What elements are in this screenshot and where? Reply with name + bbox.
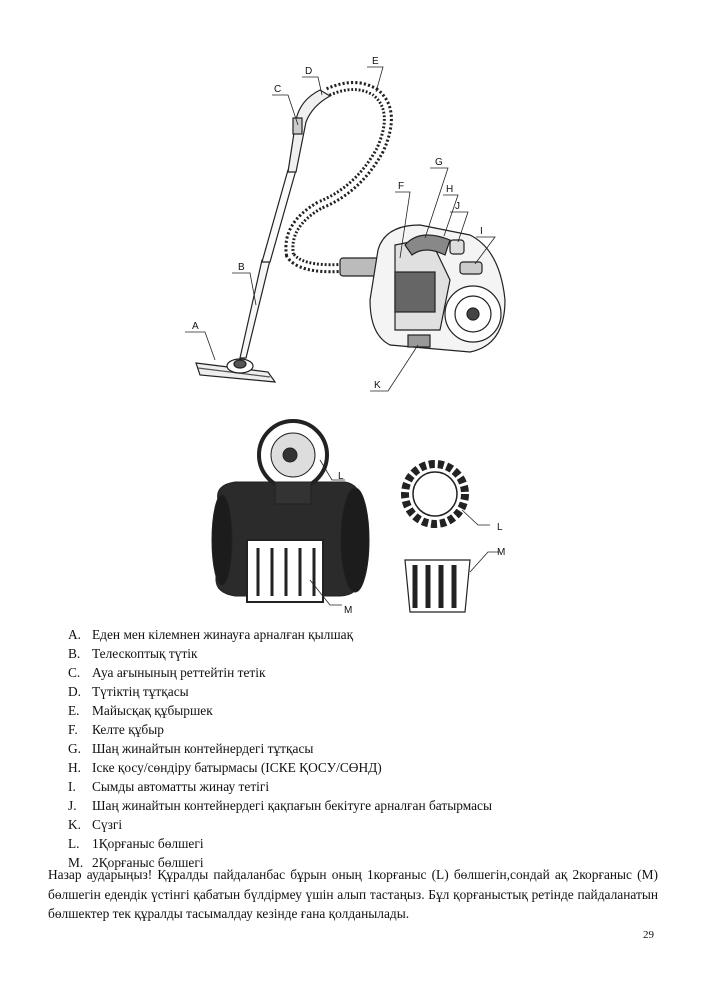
list-item: B. Телескоптық түтік — [68, 646, 198, 661]
warning-paragraph: Назар аударыңыз! Құралды пайдаланбас бұрын оның 1корғаныс (L) бөлшегін,сондай ақ 2корғаныс (M) бөлшегін едендік үстінгі қабатын бүлдірмеу үшін алып тастаңыз. Бұл қорғаныстық ретінде пайдаланатын бөлшектер тек құралды тасымалдау кезінде ғана қолданылады. — [48, 867, 658, 921]
list-item: D. Түтіктің тұтқасы — [68, 684, 189, 699]
callout-m-attached: M — [344, 605, 353, 616]
callout-i: I — [480, 226, 483, 237]
callout-g: G — [435, 157, 443, 168]
callout-d: D — [305, 66, 313, 77]
protective-parts-diagram — [200, 415, 540, 620]
list-item: H. Іске қосу/сөндіру батырмасы (ІСКЕ ҚОСУ/СӨНД) — [68, 760, 382, 775]
list-item: E. Майысқақ құбыршек — [68, 703, 213, 718]
list-item: G. Шаң жинайтын контейнердегі тұтқасы — [68, 741, 314, 756]
page-number: 29 — [643, 929, 654, 941]
callout-b: B — [238, 262, 245, 273]
callout-j: J — [455, 201, 460, 212]
callout-c: C — [274, 84, 282, 95]
callout-l-attached: L — [338, 471, 344, 482]
list-item: K. Сүзгі — [68, 817, 123, 832]
callout-k: K — [374, 380, 381, 391]
list-item: F. Келте құбыр — [68, 722, 164, 737]
callout-m-separate: M — [497, 547, 506, 558]
list-item: A. Еден мен кілемнен жинауға арналған қылшақ — [68, 627, 354, 642]
list-item: L. 1Қорғаныс бөлшегі — [68, 836, 204, 851]
list-item: I. Сымды автоматты жинау тетігі — [68, 779, 270, 794]
parts-list — [68, 625, 492, 872]
list-item: C. Ауа ағынының реттейтін тетік — [68, 665, 266, 680]
callout-e: E — [372, 56, 379, 67]
list-item: M. 2Қорғаныс бөлшегі — [68, 855, 204, 870]
callout-f: F — [398, 181, 405, 192]
callout-h: H — [446, 184, 454, 195]
vacuum-cleaner-diagram — [170, 50, 530, 405]
callout-a: A — [192, 321, 199, 332]
callout-l-separate: L — [497, 522, 503, 533]
list-item: J. Шаң жинайтын контейнердегі қақпағын бекітуге арналған батырмасы — [68, 798, 492, 813]
